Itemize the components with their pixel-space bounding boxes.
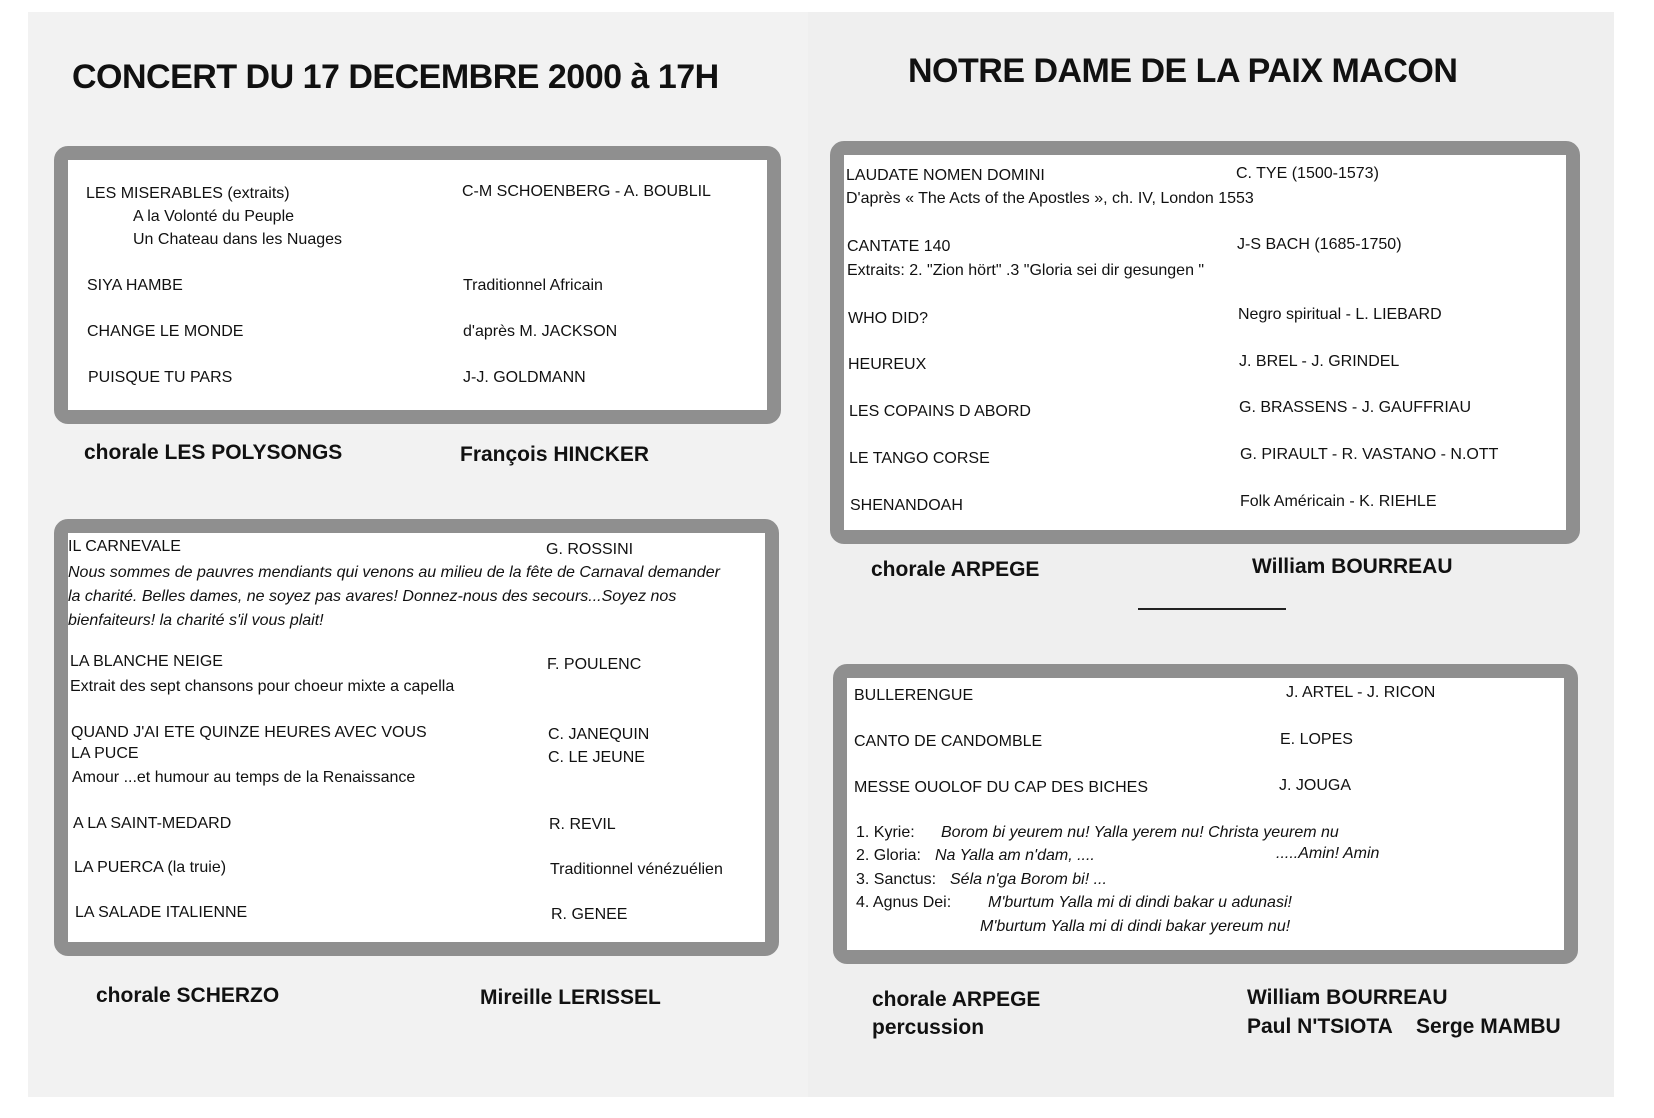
program-author: C. LE JEUNE — [548, 749, 645, 766]
program-author: J. JOUGA — [1279, 777, 1352, 794]
program-author: J-S BACH (1685-1750) — [1237, 236, 1402, 253]
program-author: J. BREL - J. GRINDEL — [1239, 353, 1400, 370]
program-title: LE TANGO CORSE — [849, 450, 990, 467]
program-author: Traditionnel vénézuélien — [550, 861, 723, 878]
choir-name: chorale SCHERZO — [96, 984, 280, 1007]
program-title: CANTATE 140 — [847, 238, 951, 255]
program-note: Amour ...et humour au temps de la Renaissance — [72, 769, 416, 786]
program-author: G. BRASSENS - J. GAUFFRIAU — [1239, 399, 1472, 416]
program-title: LES MISERABLES (extraits) — [86, 185, 290, 202]
choir-name: chorale ARPEGE — [872, 988, 1041, 1011]
mass-part-text: .....Amin! Amin — [1276, 845, 1380, 862]
program-description: Nous sommes de pauvres mendiants qui venons au milieu de la fête de Carnaval demander la charité. Belles dames, ne soyez pas avares! Donnez-nous des secours...Soyez nos bienfaiteurs! la charité s'il vous plait! — [68, 564, 720, 629]
program-author: Folk Américain - K. RIEHLE — [1240, 493, 1437, 510]
program-author: Traditionnel Africain — [463, 277, 603, 294]
mass-part-label: 3. Sanctus: — [856, 871, 937, 888]
program-title: LA SALADE ITALIENNE — [75, 904, 248, 921]
program-author: Negro spiritual - L. LIEBARD — [1238, 306, 1442, 323]
program-title: SHENANDOAH — [850, 497, 963, 514]
program-title: MESSE OUOLOF DU CAP DES BICHES — [854, 779, 1148, 796]
program-author: R. REVIL — [549, 816, 616, 833]
program-author: J. ARTEL - J. RICON — [1286, 684, 1436, 701]
mass-part-text: M'burtum Yalla mi di dindi bakar u adunasi! — [988, 894, 1292, 911]
director-name: Mireille LERISSEL — [480, 986, 661, 1009]
mass-part-text: M'burtum Yalla mi di dindi bakar yereum nu! — [980, 918, 1291, 935]
percussionist-name: Serge MAMBU — [1416, 1015, 1561, 1038]
program-title: LES COPAINS D ABORD — [849, 403, 1031, 420]
program-author: F. POULENC — [547, 656, 642, 673]
concert-title: CONCERT DU 17 DECEMBRE 2000 à 17H — [72, 58, 719, 96]
program-title: LA PUERCA (la truie) — [74, 859, 227, 876]
venue-title: NOTRE DAME DE LA PAIX MACON — [908, 52, 1458, 90]
mass-part-text: Borom bi yeurem nu! Yalla yerem nu! Christa yeurem nu — [941, 824, 1339, 841]
program-note: Extrait des sept chansons pour choeur mixte a capella — [70, 678, 455, 695]
program-title: SIYA HAMBE — [87, 277, 183, 294]
program-author: R. GENEE — [551, 906, 628, 923]
mass-part-label: 2. Gloria: — [856, 847, 921, 864]
program-author: E. LOPES — [1280, 731, 1353, 748]
mass-part-text: Séla n'ga Borom bi! ... — [950, 871, 1107, 888]
program-title: A LA SAINT-MEDARD — [73, 815, 232, 832]
program-author: C-M SCHOENBERG - A. BOUBLIL — [462, 183, 711, 200]
program-title: LAUDATE NOMEN DOMINI — [846, 167, 1045, 184]
program-note: D'après « The Acts of the Apostles », ch. IV, London 1553 — [846, 190, 1254, 207]
program-subtitle: Un Chateau dans les Nuages — [133, 231, 343, 248]
percussionist-name: Paul N'TSIOTA — [1247, 1015, 1393, 1038]
program-title: WHO DID? — [848, 310, 928, 327]
program-title: QUAND J'AI ETE QUINZE HEURES AVEC VOUS — [71, 724, 427, 741]
program-author: d'après M. JACKSON — [463, 323, 618, 340]
separator-line — [1138, 608, 1286, 610]
program-title: IL CARNEVALE — [68, 538, 181, 555]
program-title: CANTO DE CANDOMBLE — [854, 733, 1043, 750]
program-title: LA PUCE — [71, 745, 139, 762]
program-title: CHANGE LE MONDE — [87, 323, 244, 340]
percussion-label: percussion — [872, 1016, 985, 1039]
director-name: William BOURREAU — [1252, 555, 1453, 578]
program-author: C. TYE (1500-1573) — [1236, 165, 1379, 182]
director-name: William BOURREAU — [1247, 986, 1448, 1009]
program-subtitle: A la Volonté du Peuple — [133, 208, 295, 225]
program-author: G. ROSSINI — [546, 541, 634, 558]
program-title: HEUREUX — [848, 356, 927, 373]
choir-name: chorale ARPEGE — [871, 558, 1040, 581]
program-note: Extraits: 2. "Zion hört" .3 "Gloria sei dir gesungen " — [847, 262, 1205, 279]
program-author: C. JANEQUIN — [548, 726, 650, 743]
mass-part-text: Na Yalla am n'dam, .... — [935, 847, 1095, 864]
mass-part-label: 1. Kyrie: — [856, 824, 915, 841]
program-author: G. PIRAULT - R. VASTANO - N.OTT — [1240, 446, 1499, 463]
program-title: BULLERENGUE — [854, 687, 974, 704]
program-title: PUISQUE TU PARS — [88, 369, 233, 386]
choir-name: chorale LES POLYSONGS — [84, 441, 343, 464]
program-title: LA BLANCHE NEIGE — [70, 653, 223, 670]
director-name: François HINCKER — [460, 443, 650, 466]
mass-part-label: 4. Agnus Dei: — [856, 894, 952, 911]
program-author: J-J. GOLDMANN — [463, 369, 586, 386]
